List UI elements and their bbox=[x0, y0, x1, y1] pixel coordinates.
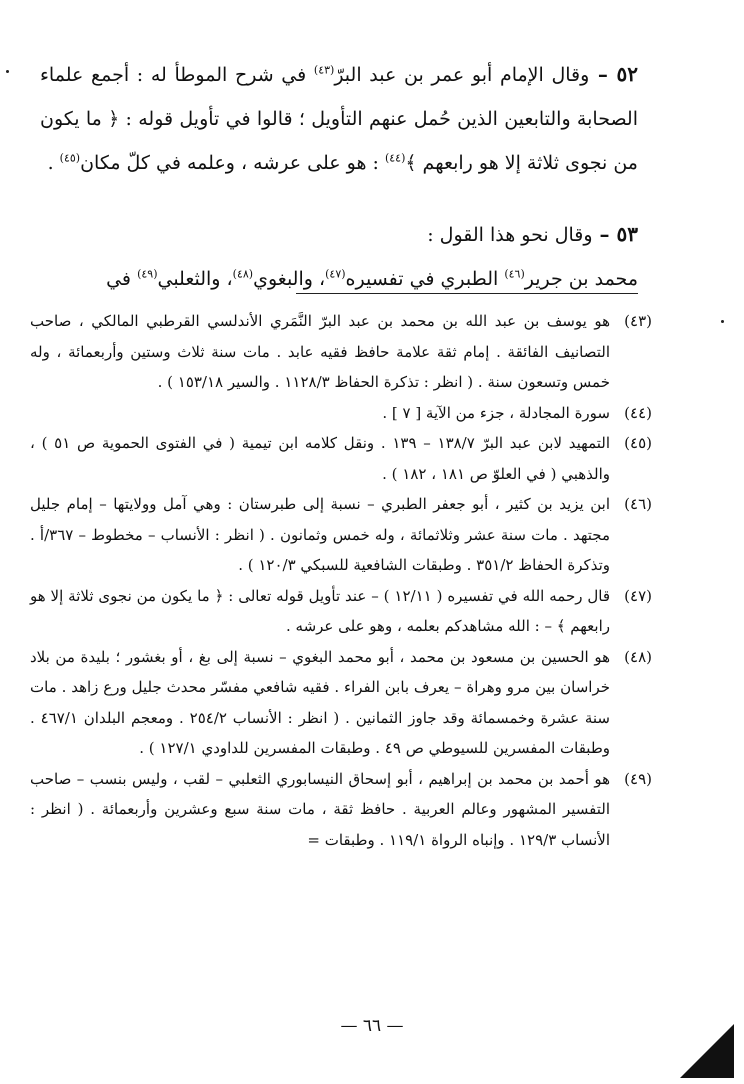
footnote-ref[interactable]: (٤٩) bbox=[137, 267, 158, 281]
footnote-ref[interactable]: (٤٦) bbox=[504, 267, 525, 281]
paragraph-number: ٥٣ – bbox=[593, 222, 638, 246]
paragraph-text: في bbox=[106, 268, 138, 290]
paragraph-text: ، والبغوي bbox=[253, 268, 326, 290]
paragraph-text: : هو على عرشه ، وعلمه في كلّ مكان bbox=[80, 152, 385, 174]
footnote-ref[interactable]: (٤٣) bbox=[313, 63, 335, 77]
paragraph-text: الطبري في تفسيره bbox=[345, 268, 505, 290]
footnote-text: هو يوسف بن عبد الله بن محمد بن عبد البرّ النَّمَري الأندلسي القرطبي المالكي ، صاحب التصانيف الفائقة . إمام ثقة علامة حافظ فقيه عابد . مات سنة ثلاث وستين وأربعمائة ، وله خمس وتسعون سنة . ( انظر : تذكرة الحفاظ ١١٢٨/٣ . والسير ١٥٣/١٨ ) . bbox=[30, 312, 610, 391]
footnote-text: سورة المجادلة ، جزء من الآية [ ٧ ] . bbox=[382, 403, 610, 422]
paragraph-text: في شرح الموطأ له : أجمع علماء الصحابة والتابعين الذين حُمل عنهم التأويل ؛ قالوا في تأويل قوله : ﴿ ما يكون من نجوى ثلاثة إلا هو رابعهم ﴾ bbox=[40, 64, 638, 174]
footnote-text: التمهيد لابن عبد البرّ ١٣٨/٧ – ١٣٩ . ونقل كلامه ابن تيمية ( في الفتوى الحموية ص ٥١ ) ، والذهبي ( في العلوّ ص ١٨١ ، ١٨٢ ) . bbox=[30, 434, 610, 483]
footnote-ref[interactable]: (٤٤) bbox=[384, 151, 406, 165]
footnote-number: (٤٤) bbox=[624, 403, 652, 422]
paragraph-52 bbox=[40, 52, 638, 185]
footnote-text: قال رحمه الله في تفسيره ( ١٢/١١ ) – عند تأويل قوله تعالى : ﴿ ما يكون من نجوى ثلاثة إلا هو رابعهم ﴾ – : الله مشاهدكم بعلمه ، وهو على عرشه . bbox=[30, 586, 610, 635]
page-number: — ٦٦ — bbox=[340, 1016, 404, 1036]
paragraph-text: وقال الإمام أبو عمر بن عبد البرّ bbox=[334, 64, 590, 86]
footnote-number: (٤٦) bbox=[624, 495, 652, 513]
footnote-number: (٤٧) bbox=[624, 586, 652, 605]
footnote-number: (٤٥) bbox=[624, 434, 652, 452]
footnote-text: هو أحمد بن محمد بن إبراهيم ، أبو إسحاق النيسابوري الثعلبي – لقب ، وليس بنسب – صاحب التفسير المشهور وعالم العربية . حافظ ثقة ، مات سنة سبع وعشرين وأربعمائة . ( انظر : الأنساب ١٢٩/٣ . وإنباه الرواة ١١٩/١ . وطبقات = bbox=[30, 769, 610, 849]
footnote-separator bbox=[296, 293, 638, 294]
paragraph-53 bbox=[40, 212, 638, 301]
footnote-47 bbox=[30, 581, 652, 642]
footnotes bbox=[30, 306, 652, 855]
paragraph-number: ٥٢ – bbox=[589, 62, 638, 86]
paragraph-text: . bbox=[47, 152, 60, 174]
footnote-48 bbox=[30, 642, 652, 764]
footnote-43 bbox=[30, 306, 652, 398]
footnote-number: (٤٣) bbox=[624, 312, 652, 330]
paragraph-text: وقال نحو هذا القول : bbox=[427, 224, 593, 246]
footnote-ref[interactable]: (٤٥) bbox=[59, 151, 81, 165]
footnote-49 bbox=[30, 764, 652, 856]
margin-mark bbox=[6, 70, 9, 73]
footnote-number: (٤٨) bbox=[624, 647, 652, 666]
footnote-text: ابن يزيد بن كثير ، أبو جعفر الطبري – نسبة إلى طبرستان : وهي آمل وولايتها – إمام جليل مجتهد . مات سنة عشر وثلاثمائة ، وله خمس وثمانون . ( انظر : الأنساب – مخطوط – ٣٦٧/أ . وتذكرة الحفاظ ٣٥١/٢ . وطبقات الشافعية للسبكي ١٢٠/٣ ) . bbox=[30, 495, 610, 574]
paragraph-text: محمد بن جرير bbox=[524, 268, 638, 290]
footnote-ref[interactable]: (٤٨) bbox=[232, 267, 254, 281]
footnote-number: (٤٩) bbox=[624, 769, 652, 788]
footnote-ref[interactable]: (٤٧) bbox=[325, 267, 346, 281]
footnote-44 bbox=[30, 398, 652, 429]
margin-mark bbox=[721, 320, 724, 323]
footnote-45 bbox=[30, 428, 652, 489]
footnote-46 bbox=[30, 489, 652, 581]
corner-triangle-icon bbox=[680, 1024, 734, 1078]
footnote-text: هو الحسين بن مسعود بن محمد ، أبو محمد البغوي – نسبة إلى بغ ، أو بغشور ؛ بليدة من بلاد خراسان بين مرو وهراة – يعرف بابن الفراء . فقيه شافعي مفسّر محدث جليل ورع زاهد . مات سنة عشرة وخمسمائة وقد جاوز الثمانين . ( انظر : الأنساب ٢٥٤/٢ . ومعجم البلدان ٤٦٧/١ . وطبقات المفسرين للسيوطي ص ٤٩ . وطبقات المفسرين للداودي ١٢٧/١ ) . bbox=[30, 647, 610, 757]
paragraph-text: ، والثعلبي bbox=[157, 268, 233, 290]
